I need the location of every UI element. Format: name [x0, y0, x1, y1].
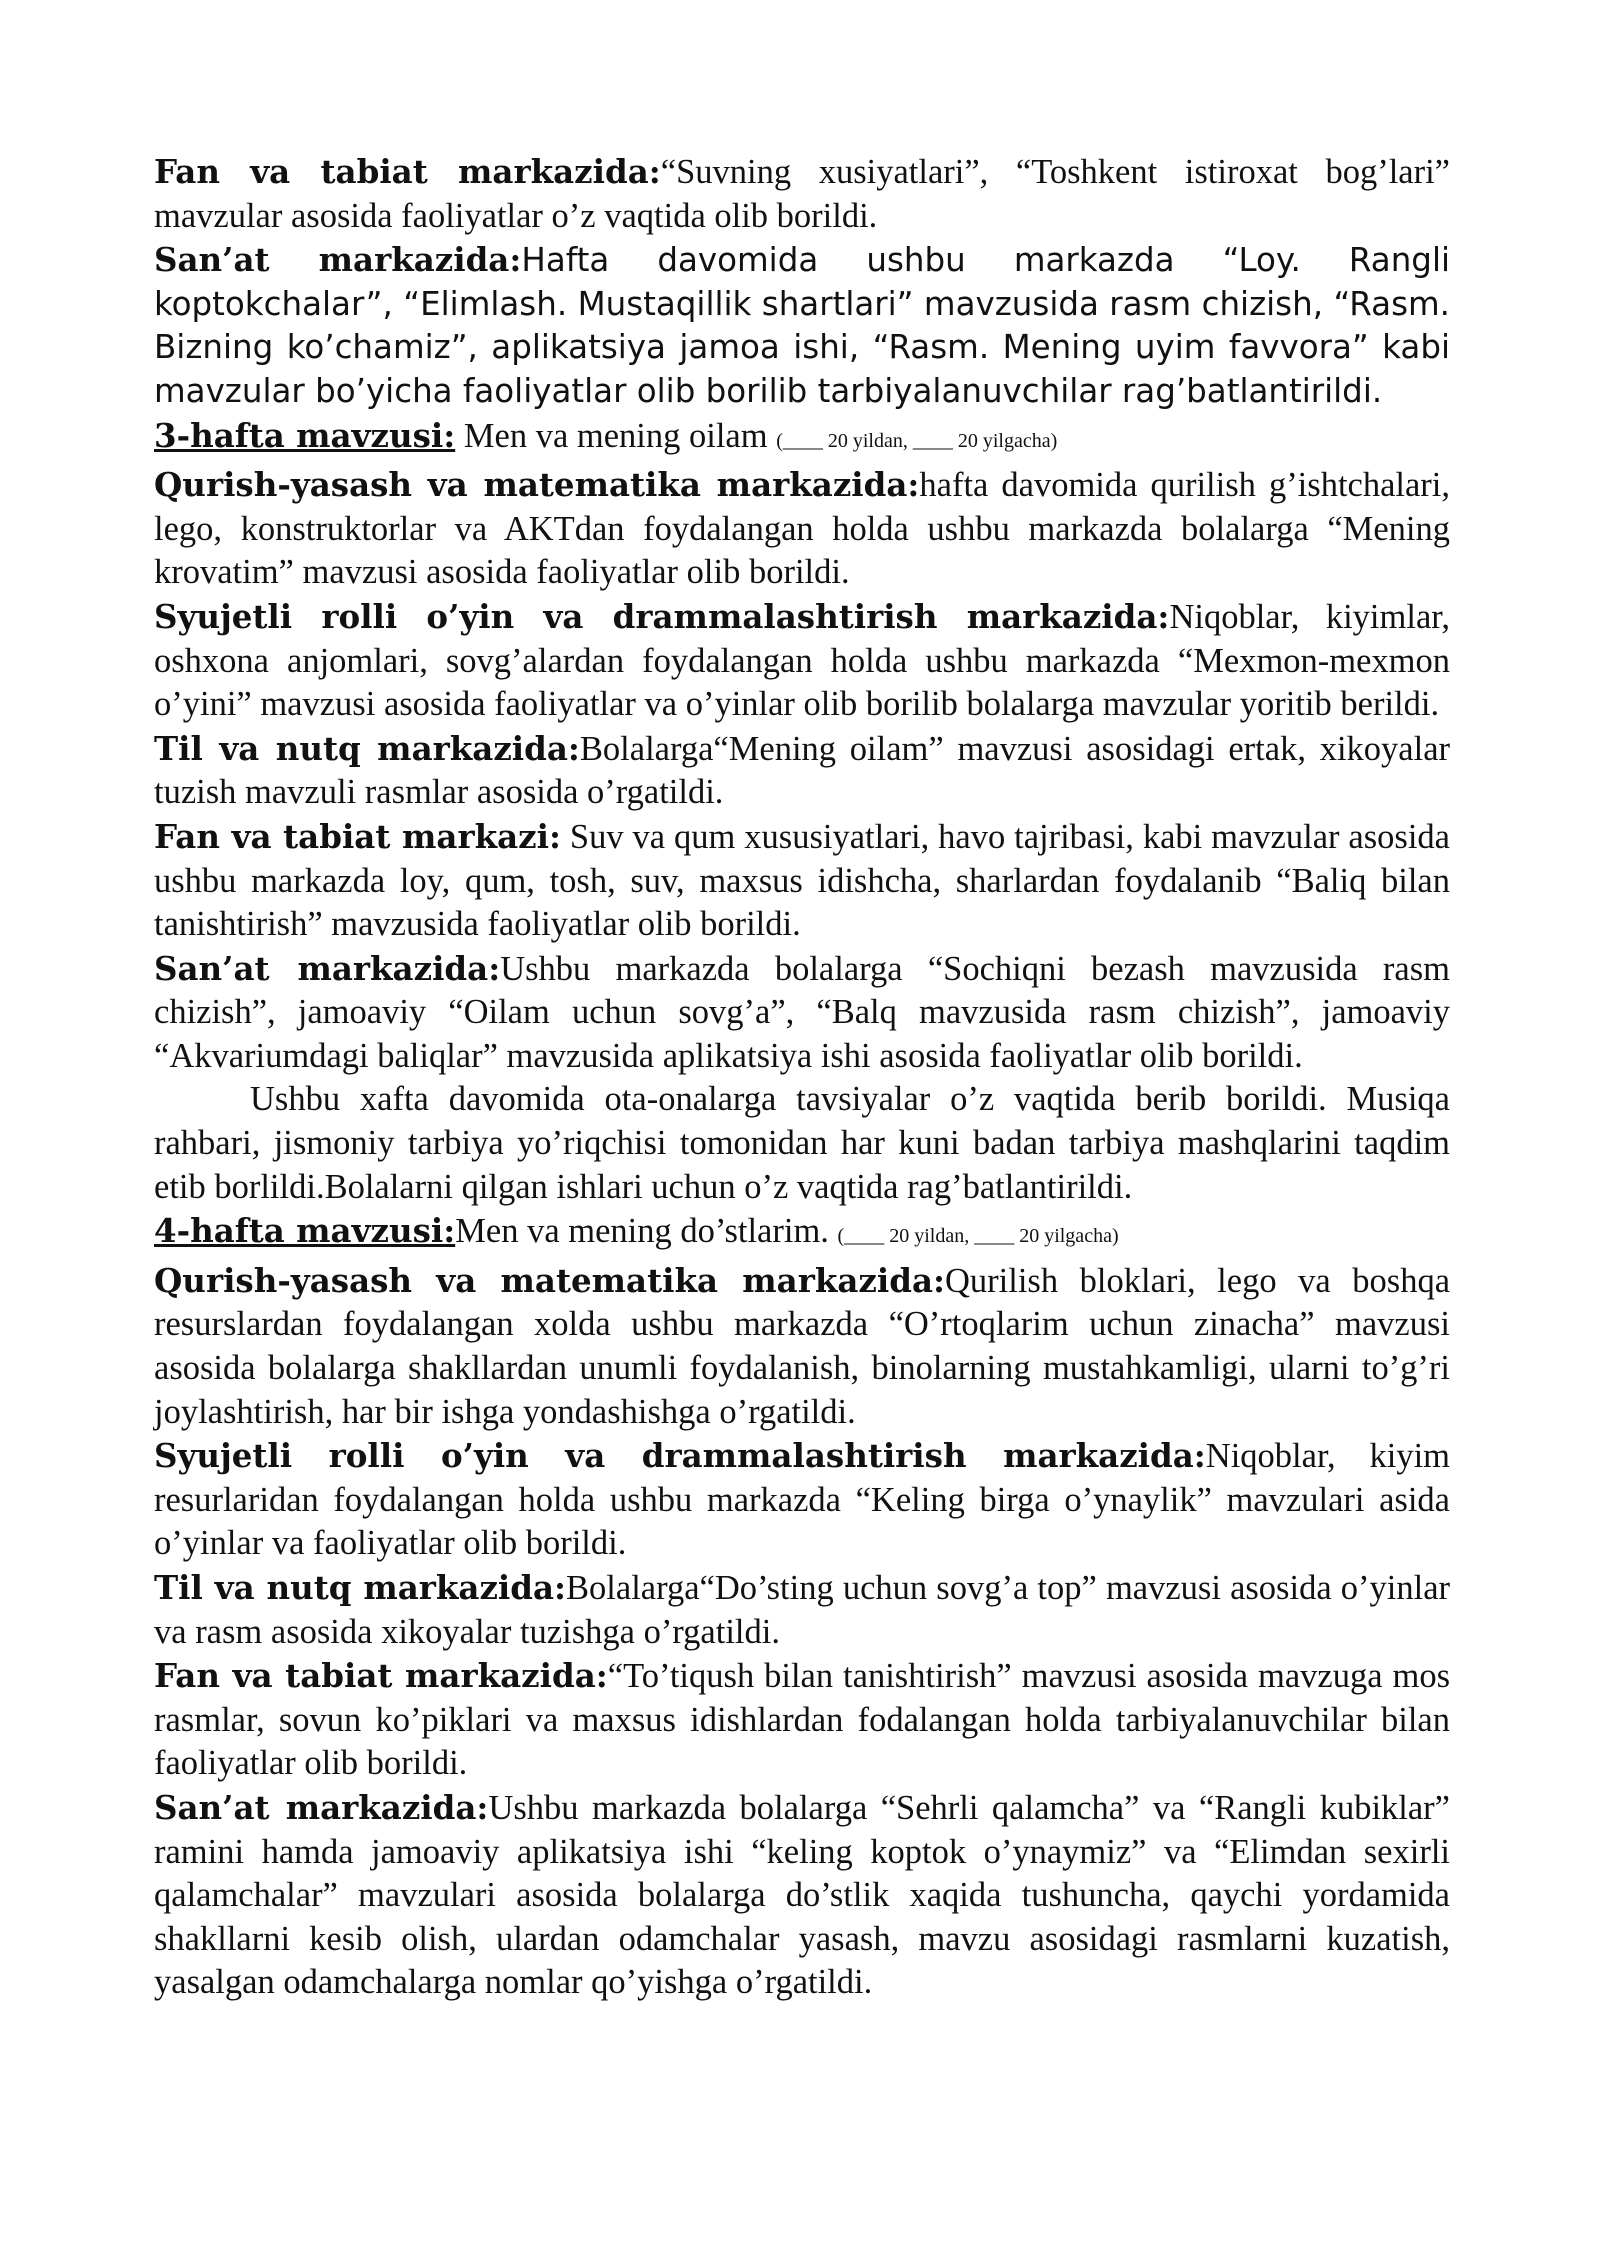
section-heading: Til va nutq markazida:: [154, 728, 580, 768]
paragraph-text: hafta davomida qurilish g’ishtchalari, lego, konstruktorlar va AKTdan foydalangan holda ushbu markazda bolalarga “Mening krovatim” mavzusi asosida faoliyatlar olib borildi.: [154, 466, 1450, 592]
document-page: [154, 150, 1450, 2005]
section-heading: Fan va tabiat markazida:: [154, 1656, 608, 1696]
paragraph-text: Niqoblar, kiyim resurlaridan foydalangan holda ushbu markazda “Keling birga o’ynaylik” mavzulari asida o’yinlar va faoliyatlar olib borildi.: [154, 1437, 1450, 1563]
week-topic: Men va mening do’stlarim.: [455, 1212, 838, 1251]
paragraph-text: “Suvning xusiyatlari”, “Toshkent istiroxat bog’lari” mavzular asosida faoliyatlar o’z vaqtida olib borildi.: [154, 153, 1450, 235]
paragraph-sanat-1: [154, 238, 1450, 413]
paragraph-til-nutq-1: [154, 727, 1450, 815]
paragraph-til-nutq-2: [154, 1566, 1450, 1654]
paragraph-qurish-1: [154, 463, 1450, 595]
week-4-heading: [154, 1209, 1450, 1259]
paragraph-sanat-3: [154, 1786, 1450, 2005]
paragraph-text: Ushbu xafta davomida ota-onalarga tavsiyalar o’z vaqtida berib borildi. Musiqa rahbari, jismoniy tarbiya yo’riqchisi tomonidan har kuni badan tarbiya mashqlarini taqdim etib borlildi.Bolalarni qilgan ishlari uchun o’z vaqtida rag’batlantirildi.: [154, 1080, 1450, 1206]
section-heading: Til va nutq markazida:: [154, 1568, 567, 1607]
paragraph-text: Niqoblar, kiyimlar, oshxona anjomlari, sovg’alardan foydalangan holda ushbu markazda “Mexmon-mexmon o’yini” mavzusi asosida faoliyatlar va o’yinlar olib borilib bolalarga mavzular yoritib berildi.: [154, 597, 1450, 724]
section-heading: Fan va tabiat markazida:: [154, 152, 661, 191]
section-heading: San’at markazida:: [154, 948, 501, 988]
section-heading: Fan va tabiat markazi:: [154, 816, 561, 856]
week-3-heading: [154, 414, 1450, 464]
paragraph-text: “To’tiqush bilan tanishtirish” mavzusi asosida mavzuga mos rasmlar, sovun ko’piklari va maxsus idishlardan fodalangan holda tarbiyalanuvchilar bilan faoliyatlar olib borildi.: [154, 1657, 1450, 1783]
section-heading: Syujetli rolli o’yin va drammalashtirish markazida:: [154, 1436, 1206, 1476]
paragraph-text: Qurilish bloklari, lego va boshqa resurslardan foydalangan xolda ushbu markazda “O’rtoqlarim uchun zinacha” mavzusi asosida bolalarga shakllardan unumli foydalanish, binolarning mustahkamligi, ularni to’g’ri joylashtirish, har bir ishga yondashishga o’rgatildi.: [154, 1261, 1451, 1431]
paragraph-text: Bolalarga“Mening oilam” mavzusi asosidagi ertak, xikoyalar tuzish mavzuli rasmlar asosida o’rgatildi.: [154, 729, 1450, 812]
paragraph-text: Ushbu markazda bolalarga “Sehrli qalamcha” va “Rangli kubiklar” ramini hamda jamoaviy aplikatsiya ishi “keling koptok o’ynaymiz” va “Elimdan sexirli qalamchalar” mavzulari asosida bolalarga do’stlik xaqida tushuncha, qaychi yordamida shakllarni kesib olish, ulardan odamchalar yasash, mavzu asosidagi rasmlarni kuzatish, yasalgan odamchalarga nomlar qo’yishga o’rgatildi.: [154, 1788, 1450, 2002]
week-dates: (____ 20 yildan, ____ 20 yilgacha): [837, 1225, 1119, 1248]
section-heading: San’at markazida:: [154, 240, 522, 280]
paragraph-text: Ushbu markazda bolalarga “Sochiqni bezash mavzusida rasm chizish”, jamoaviy “Oilam uchun sovg’a”, “Balq mavzusida rasm chizish”, jamoaviy “Akvariumdagi baliqlar” mavzusida aplikatsiya ishi asosida faoliyatlar olib borildi.: [154, 949, 1450, 1075]
paragraph-fan-tabiat-1: [154, 150, 1450, 238]
paragraph-qurish-2: [154, 1259, 1450, 1434]
week-title: 3-hafta mavzusi:: [154, 415, 456, 455]
paragraph-sanat-2: [154, 947, 1450, 1079]
paragraph-syujetli-1: [154, 595, 1450, 727]
paragraph-summary: [154, 1078, 1450, 1209]
paragraph-text: Bolalarga“Do’sting uchun sovg’a top” mavzusi asosida o’yinlar va rasm asosida xikoyalar tuzishga o’rgatildi.: [154, 1569, 1450, 1651]
paragraph-fan-tabiat-3: [154, 1654, 1450, 1786]
week-title: 4-hafta mavzusi:: [154, 1211, 456, 1251]
paragraph-text: Suv va qum xususiyatlari, havo tajribasi, kabi mavzular asosida ushbu markazda loy, qum, tosh, suv, maxsus idishcha, sharlardan foydalanib “Baliq bilan tanishtirish” mavzusida faoliyatlar olib borildi.: [154, 817, 1450, 944]
section-heading: Syujetli rolli o’yin va drammalashtirish markazida:: [154, 596, 1170, 636]
paragraph-text: Hafta davomida ushbu markazda “Loy. Rangli koptokchalar”, “Elimlash. Mustaqillik shartlari” mavzusida rasm chizish, “Rasm. Bizning ko’chamiz”, aplikatsiya jamoa ishi, “Rasm. Mening uyim favvora” kabi mavzular bo’yicha faoliyatlar olib borilib tarbiyalanuvchilar rag’batlantirildi.: [154, 241, 1450, 410]
week-dates: (____ 20 yildan, ____ 20 yilgacha): [776, 429, 1058, 452]
paragraph-syujetli-2: [154, 1434, 1450, 1566]
section-heading: Qurish-yasash va matematika markazida:: [154, 1260, 946, 1300]
week-topic: Men va mening oilam: [455, 416, 777, 455]
section-heading: San’at markazida:: [154, 1787, 489, 1827]
section-heading: Qurish-yasash va matematika markazida:: [154, 465, 920, 505]
paragraph-fan-tabiat-2: [154, 815, 1450, 947]
